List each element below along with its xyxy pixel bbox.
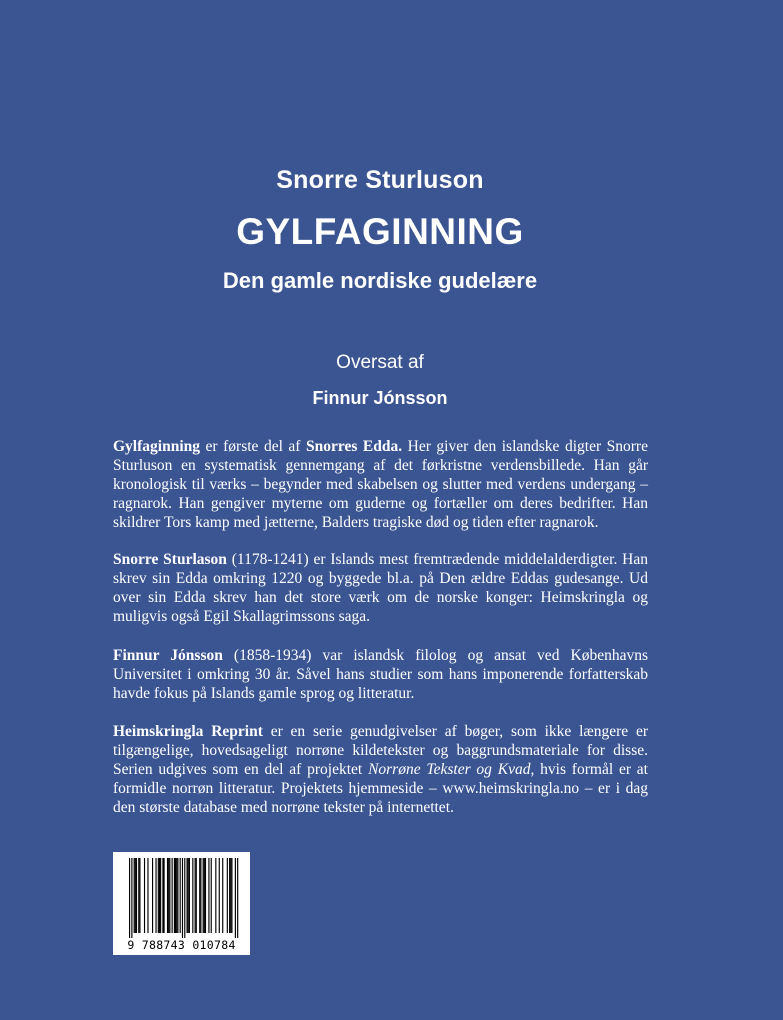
barcode-bar — [162, 858, 163, 933]
barcode-bar — [174, 858, 175, 933]
barcode-bar — [219, 858, 220, 933]
barcode-bar — [167, 858, 168, 933]
barcode-bar — [159, 858, 160, 933]
barcode-bar — [203, 858, 204, 933]
barcode-bar — [205, 858, 206, 933]
barcode-bar — [168, 858, 169, 933]
barcode-bar — [235, 858, 236, 938]
barcode-bar — [200, 858, 201, 933]
author-name: Snorre Sturluson — [276, 166, 484, 194]
barcode-bar — [189, 858, 190, 933]
barcode-bar — [135, 858, 136, 933]
barcode-bar — [129, 858, 130, 938]
barcode-bar — [138, 858, 139, 933]
barcode-bar — [164, 858, 165, 933]
barcode-bar — [195, 858, 196, 933]
barcode-bar — [211, 858, 212, 933]
barcode-bar — [160, 858, 161, 933]
paragraph-finnur-jonsson — [113, 646, 648, 703]
paragraph-lead: Snorre Sturlason — [113, 551, 227, 568]
barcode-bar — [155, 858, 156, 933]
barcode-bar — [172, 858, 173, 933]
barcode-bar — [175, 858, 176, 933]
barcode-bars — [113, 852, 250, 940]
barcode-bar — [144, 858, 145, 933]
barcode-bar — [184, 858, 185, 938]
paragraph-italic: Norrøne Tekster og Kvad — [368, 761, 531, 778]
barcode-bar — [177, 858, 178, 933]
paragraph-lead: Heimskringla Reprint — [113, 723, 263, 740]
barcode-bar — [169, 858, 170, 933]
barcode-bar — [196, 858, 197, 933]
paragraph-text: , hvis formål er at formidle norrøn litteratur. Projektets hjemmeside – www.heimskringla.no – er i dag den største database med norrøne tekster på internettet. — [113, 761, 648, 816]
barcode-bar — [192, 858, 193, 933]
barcode-bar — [199, 858, 200, 933]
book-subtitle: Den gamle nordiske gudelære — [222, 268, 538, 293]
barcode-bar — [237, 858, 238, 938]
paragraph-text: er en serie genudgivelser af bøger, som ikke længere er tilgængelige, hovedsageligt norrøne kildetekster og baggrundsmateriale for disse. Serien udgives som en del af projektet — [113, 723, 648, 778]
paragraph-text: (1178-1241) er Islands mest fremtrædende middelalderdigter. Han skrev sin Edda omkring 1220 og byggede bl.a. på Den ældre Eddas gudesange. Ud over sin Edda skrev han det store værk om de norske konger: Heimskringla og muligvis også Egil Skallagrimssons saga. — [113, 551, 648, 625]
barcode-bar — [147, 858, 148, 933]
barcode-bar — [139, 858, 140, 933]
paragraph-text: Her giver den islandske digter Snorre Sturluson en systematisk gennemgang af det førkristne verdensbillede. Han går kronologisk til værks – begynder med skabelsen og slutter med verdens undergang – ragnarok. Han gengiver myterne om guderne og fortæller om deres bedrifter. Han skildrer Tors kamp med jætterne, Balders tragiske død og tiden efter ragnarok. — [113, 438, 648, 531]
paragraph-text: (1858-1934) var islandsk filolog og ansat ved Københavns Universitet i omkring 30 år. Såvel hans studier som hans imponerende forfatterskab havde fokus på Islands gamle sprog og litteratur. — [113, 647, 648, 702]
barcode-bar — [204, 858, 205, 933]
barcode-bar — [187, 858, 188, 933]
barcode-bar — [131, 858, 132, 938]
barcode-bar — [229, 858, 230, 933]
barcode-bar — [180, 858, 181, 933]
barcode-bar — [176, 858, 177, 933]
barcode-bar — [152, 858, 153, 933]
paragraph-gylfaginning — [113, 437, 648, 532]
paragraph-lead: Gylfaginning — [113, 438, 200, 455]
book-title: GYLFAGINNING — [236, 211, 524, 252]
barcode-bar — [231, 858, 232, 933]
barcode-bar — [215, 858, 216, 933]
paragraph-lead: Finnur Jónsson — [113, 647, 223, 664]
barcode-bar — [208, 858, 209, 933]
barcode-number: 9 788743 010784 — [127, 938, 236, 952]
paragraph-text: er første del af — [200, 438, 306, 455]
barcode-bar — [222, 858, 223, 933]
barcode-bar — [188, 858, 189, 933]
barcode-bar — [134, 858, 135, 933]
barcode-bar — [182, 858, 183, 938]
barcode-bar — [136, 858, 137, 933]
barcode-bar — [230, 858, 231, 933]
barcode-bar — [158, 858, 159, 933]
paragraph-bold: Snorres Edda. — [306, 438, 403, 455]
isbn-barcode — [113, 852, 250, 955]
barcode-bar — [227, 858, 228, 933]
paragraph-heimskringla-reprint — [113, 722, 648, 817]
translator-name: Finnur Jónsson — [312, 388, 448, 408]
translated-by-label: Oversat af — [336, 352, 424, 373]
paragraph-snorre-sturlason — [113, 550, 648, 626]
